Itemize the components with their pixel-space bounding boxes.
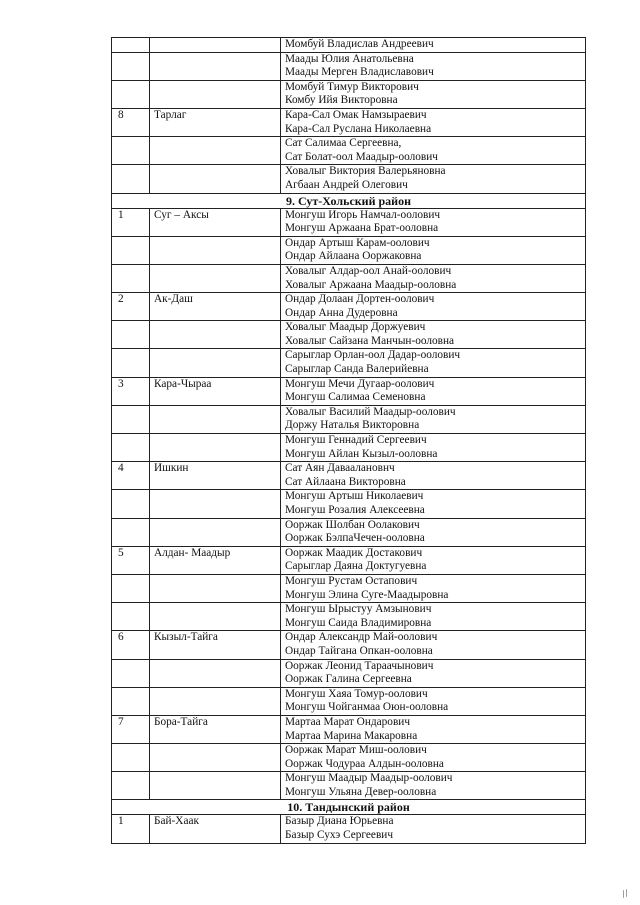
settlement-name bbox=[150, 772, 281, 800]
people-cell bbox=[281, 772, 586, 800]
people-cell bbox=[281, 264, 586, 292]
people-cell bbox=[281, 108, 586, 136]
person-name: Ховалыг Василий Маадыр-оолович bbox=[285, 405, 456, 418]
person-name: Мартаа Марина Макаровна bbox=[285, 729, 418, 742]
table-row bbox=[112, 264, 586, 292]
person-name: Ооржак Маадик Достакович bbox=[285, 546, 423, 559]
row-number bbox=[112, 349, 150, 377]
person-name: Комбу Ийя Викторовна bbox=[285, 94, 398, 107]
row-number bbox=[112, 236, 150, 264]
settlement-name bbox=[150, 52, 281, 80]
people-cell bbox=[281, 165, 586, 193]
row-number bbox=[112, 434, 150, 462]
person-name: Монгуш Ырыстуу Амзынович bbox=[285, 603, 432, 616]
settlement-name bbox=[150, 137, 281, 165]
person-name: Ооржак БэлпаЧечен-ооловна bbox=[285, 532, 425, 545]
table-row bbox=[112, 574, 586, 602]
person-name: Сат Болат-оол Маадыр-оолович bbox=[285, 150, 438, 163]
table-row bbox=[112, 744, 586, 772]
person-name: Сат Аян Даваалановнч bbox=[285, 462, 395, 475]
person-name: Сарыглар Даяна Доктугуевна bbox=[285, 560, 427, 573]
settlement-name bbox=[150, 574, 281, 602]
table-row bbox=[112, 631, 586, 659]
settlement-name: Тарлаг bbox=[150, 108, 281, 136]
settlement-name bbox=[150, 434, 281, 462]
settlement-name: Кара-Чыраа bbox=[150, 377, 281, 405]
table-row bbox=[112, 462, 586, 490]
person-name: Монгуш Чойганмаа Оюн-ооловна bbox=[285, 701, 449, 714]
people-cell bbox=[281, 687, 586, 715]
table-row bbox=[112, 405, 586, 433]
section-title: 10. Тандынский район bbox=[112, 800, 586, 815]
people-cell bbox=[281, 603, 586, 631]
table-row bbox=[112, 490, 586, 518]
people-cell bbox=[281, 377, 586, 405]
table-row bbox=[112, 137, 586, 165]
person-name: Монгуш Айлан Кызыл-ооловна bbox=[285, 447, 438, 460]
row-number bbox=[112, 137, 150, 165]
row-number bbox=[112, 52, 150, 80]
row-number: 3 bbox=[112, 377, 150, 405]
table-row bbox=[112, 52, 586, 80]
people-cell bbox=[281, 744, 586, 772]
person-name: Момбуй Тимур Викторович bbox=[285, 80, 419, 93]
table-row bbox=[112, 108, 586, 136]
settlement-name bbox=[150, 236, 281, 264]
person-name: Сарыглар Орлан-оол Дадар-оолович bbox=[285, 349, 461, 362]
table-row bbox=[112, 772, 586, 800]
settlement-name: Бора-Тайга bbox=[150, 715, 281, 743]
row-number bbox=[112, 405, 150, 433]
person-name: Ооржак Леонид Тараачынович bbox=[285, 659, 434, 672]
settlement-name bbox=[150, 405, 281, 433]
person-name: Монгуш Геннадий Сергеевич bbox=[285, 434, 427, 447]
people-cell bbox=[281, 236, 586, 264]
person-name: Ондар Анна Дудеровна bbox=[285, 306, 398, 319]
person-name: Кара-Сал Омак Намзыраевич bbox=[285, 108, 427, 121]
table-row bbox=[112, 321, 586, 349]
corner-mark: // bbox=[620, 887, 630, 901]
people-cell bbox=[281, 38, 586, 53]
table-body bbox=[112, 38, 586, 844]
people-cell bbox=[281, 490, 586, 518]
settlement-name bbox=[150, 518, 281, 546]
table-row bbox=[112, 236, 586, 264]
settlement-name: Суг – Аксы bbox=[150, 208, 281, 236]
row-number: 5 bbox=[112, 546, 150, 574]
person-name: Маады Мерген Владиславович bbox=[285, 66, 434, 79]
person-name: Ондар Айлаана Ооржаковна bbox=[285, 250, 422, 263]
person-name: Ондар Тайгана Опкан-ооловна bbox=[285, 644, 433, 657]
settlement-name bbox=[150, 264, 281, 292]
people-cell bbox=[281, 462, 586, 490]
row-number bbox=[112, 687, 150, 715]
people-cell bbox=[281, 80, 586, 108]
person-name: Ховалыг Аржаана Маадыр-ооловна bbox=[285, 278, 457, 291]
people-cell bbox=[281, 434, 586, 462]
people-cell bbox=[281, 405, 586, 433]
settlement-name bbox=[150, 80, 281, 108]
table-row bbox=[112, 208, 586, 236]
settlement-name bbox=[150, 165, 281, 193]
person-name: Ондар Александр Май-оолович bbox=[285, 631, 438, 644]
settlement-name bbox=[150, 687, 281, 715]
row-number bbox=[112, 38, 150, 53]
people-cell bbox=[281, 659, 586, 687]
person-name: Ховалыг Сайзана Манчын-ооловна bbox=[285, 334, 455, 347]
settlement-name bbox=[150, 490, 281, 518]
person-name: Кара-Сал Руслана Николаевна bbox=[285, 122, 432, 135]
row-number: 2 bbox=[112, 293, 150, 321]
person-name: Базыр Диана Юрьевна bbox=[285, 815, 394, 828]
person-name: Ховалыг Алдар-оол Анай-оолович bbox=[285, 264, 452, 277]
row-number bbox=[112, 490, 150, 518]
row-number bbox=[112, 165, 150, 193]
table-row bbox=[112, 815, 586, 843]
person-name: Сарыглар Санда Валерийевна bbox=[285, 363, 429, 376]
row-number bbox=[112, 321, 150, 349]
person-name: Монгуш Саида Владимировна bbox=[285, 616, 432, 629]
row-number bbox=[112, 518, 150, 546]
table-row bbox=[112, 518, 586, 546]
table-row bbox=[112, 293, 586, 321]
settlement-name: Алдан- Маадыр bbox=[150, 546, 281, 574]
row-number bbox=[112, 744, 150, 772]
person-name: Монгуш Хаяа Томур-оолович bbox=[285, 687, 428, 700]
people-cell bbox=[281, 715, 586, 743]
people-cell bbox=[281, 137, 586, 165]
people-cell bbox=[281, 546, 586, 574]
section-header-row bbox=[112, 193, 586, 208]
settlement-name bbox=[150, 659, 281, 687]
people-cell bbox=[281, 321, 586, 349]
person-name: Ооржак Галина Сергеевна bbox=[285, 673, 412, 686]
settlement-name: Ак-Даш bbox=[150, 293, 281, 321]
people-cell bbox=[281, 52, 586, 80]
table-row bbox=[112, 349, 586, 377]
person-name: Доржу Наталья Викторовна bbox=[285, 419, 420, 432]
settlement-name: Бай-Хаак bbox=[150, 815, 281, 843]
people-cell bbox=[281, 574, 586, 602]
document-table bbox=[111, 37, 586, 844]
person-name: Монгуш Ульяна Девер-ооловна bbox=[285, 785, 437, 798]
table-row bbox=[112, 603, 586, 631]
person-name: Ооржак Марат Миш-оолович bbox=[285, 744, 427, 757]
row-number bbox=[112, 603, 150, 631]
section-header-row bbox=[112, 800, 586, 815]
row-number bbox=[112, 772, 150, 800]
table-row bbox=[112, 715, 586, 743]
people-cell bbox=[281, 208, 586, 236]
people-cell bbox=[281, 518, 586, 546]
table-row bbox=[112, 165, 586, 193]
person-name: Момбуй Владислав Андреевич bbox=[285, 38, 434, 50]
table-row bbox=[112, 687, 586, 715]
person-name: Монгуш Рустам Остапович bbox=[285, 574, 418, 587]
section-title: 9. Сут-Хольский район bbox=[112, 193, 586, 208]
person-name: Мартаа Марат Ондарович bbox=[285, 715, 410, 728]
settlement-name bbox=[150, 349, 281, 377]
person-name: Сат Салимаа Сергеевна, bbox=[285, 137, 402, 150]
person-name: Монгуш Мечи Дугаар-оолович bbox=[285, 377, 435, 390]
person-name: Монгуш Артыш Николаевич bbox=[285, 490, 424, 503]
people-cell bbox=[281, 815, 586, 843]
settlement-name bbox=[150, 603, 281, 631]
row-number: 1 bbox=[112, 815, 150, 843]
person-name: Монгуш Маадыр Маадыр-оолович bbox=[285, 772, 453, 785]
person-name: Сат Айлаана Викторовна bbox=[285, 475, 406, 488]
table-row bbox=[112, 80, 586, 108]
person-name: Монгуш Розалия Алексеевна bbox=[285, 504, 425, 516]
row-number: 6 bbox=[112, 631, 150, 659]
row-number bbox=[112, 264, 150, 292]
table-row bbox=[112, 377, 586, 405]
table-row bbox=[112, 38, 586, 53]
row-number: 1 bbox=[112, 208, 150, 236]
row-number bbox=[112, 659, 150, 687]
person-name: Агбаан Андрей Олегович bbox=[285, 178, 408, 191]
row-number: 7 bbox=[112, 715, 150, 743]
table-row bbox=[112, 546, 586, 574]
person-name: Ооржак Шолбан Оолакович bbox=[285, 518, 420, 531]
table-row bbox=[112, 659, 586, 687]
person-name: Ооржак Чодураа Алдын-ооловна bbox=[285, 757, 444, 770]
settlement-name: Ишкин bbox=[150, 462, 281, 490]
people-cell bbox=[281, 349, 586, 377]
person-name: Базыр Сухэ Сергеевич bbox=[285, 829, 394, 842]
person-name: Монгуш Элина Суге-Маадыровна bbox=[285, 588, 449, 601]
person-name: Ондар Долаан Дортен-оолович bbox=[285, 293, 435, 306]
person-name: Монгуш Салимаа Семеновна bbox=[285, 391, 426, 404]
settlement-name: Кызыл-Тайга bbox=[150, 631, 281, 659]
person-name: Монгуш Игорь Намчал-оолович bbox=[285, 208, 441, 221]
people-cell bbox=[281, 293, 586, 321]
people-cell bbox=[281, 631, 586, 659]
person-name: Ховалыг Виктория Валерьяновна bbox=[285, 165, 446, 178]
settlement-name bbox=[150, 38, 281, 53]
row-number: 4 bbox=[112, 462, 150, 490]
settlement-name bbox=[150, 321, 281, 349]
person-name: Ховалыг Маадыр Доржуевич bbox=[285, 321, 426, 334]
row-number: 8 bbox=[112, 108, 150, 136]
row-number bbox=[112, 574, 150, 602]
settlement-name bbox=[150, 744, 281, 772]
person-name: Маады Юлия Анатольевна bbox=[285, 52, 414, 65]
table-row bbox=[112, 434, 586, 462]
person-name: Монгуш Аржаана Брат-ооловна bbox=[285, 222, 439, 235]
person-name: Ондар Артыш Карам-оолович bbox=[285, 236, 430, 249]
row-number bbox=[112, 80, 150, 108]
